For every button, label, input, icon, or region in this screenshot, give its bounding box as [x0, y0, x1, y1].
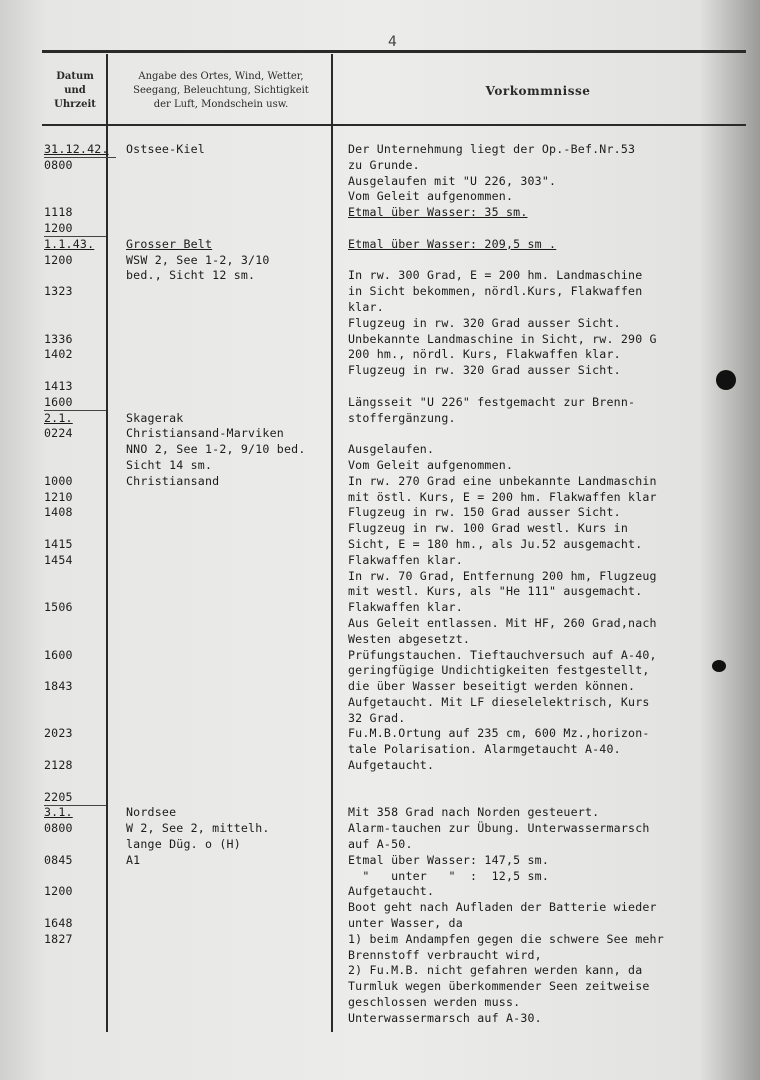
header-date-line: Datum	[56, 71, 94, 82]
time-entry: 0800	[44, 821, 73, 836]
event-line: Flugzeug in rw. 100 Grad westl. Kurs in	[348, 521, 629, 536]
place-entry: Nordsee	[126, 805, 177, 820]
header-place-column	[110, 70, 332, 112]
time-entry: 1336	[44, 331, 73, 346]
time-entry	[44, 774, 108, 790]
time-entry: 1200	[44, 220, 73, 235]
place-entry	[126, 158, 332, 174]
place-entry	[126, 221, 332, 237]
time-entry: 1200	[44, 884, 73, 899]
time-entry: 1200	[44, 252, 73, 267]
event-line: 32 Grad.	[348, 710, 406, 725]
event-line: Mit 358 Grad nach Norden gesteuert.	[348, 805, 600, 820]
event-line: Flugzeug in rw. 320 Grad ausser Sicht.	[348, 315, 621, 330]
place-entry	[126, 758, 332, 774]
event-line: in Sicht bekommen, nördl.Kurs, Flakwaffen	[348, 284, 643, 299]
event-line: In rw. 270 Grad eine unbekannte Landmaschin	[348, 473, 657, 488]
time-entry	[44, 695, 108, 711]
place-entry	[126, 379, 332, 395]
time-entry: 1843	[44, 679, 73, 694]
events-column	[348, 142, 752, 1027]
place-entry	[126, 742, 332, 758]
time-entry: 0800	[44, 157, 73, 172]
place-entry: Grosser Belt	[126, 236, 213, 251]
event-line: zu Grunde.	[348, 157, 420, 172]
time-entry: 1415	[44, 536, 73, 551]
time-entry: 31.12.42.	[44, 142, 109, 156]
event-line: mit östl. Kurs, E = 200 hm. Flakwaffen klar	[348, 489, 657, 504]
event-line	[348, 774, 752, 790]
place-entry	[126, 537, 332, 553]
event-line: Der Unternehmung liegt der Op.-Bef.Nr.53	[348, 142, 636, 156]
event-line: Längsseit "U 226" festgemacht zur Brenn-	[348, 394, 636, 409]
time-entry	[44, 569, 108, 585]
place-entry	[126, 332, 332, 348]
time-entry	[44, 442, 108, 458]
time-entry	[44, 268, 108, 284]
place-entry	[126, 300, 332, 316]
place-entry	[126, 774, 332, 790]
ink-spot	[716, 370, 736, 390]
place-entry	[126, 189, 332, 205]
event-line: Sicht, E = 180 hm., als Ju.52 ausgemacht.	[348, 536, 643, 551]
place-entry	[126, 648, 332, 664]
event-line: geringfügige Undichtigkeiten festgestellt,	[348, 663, 650, 678]
place-column	[126, 142, 332, 869]
date-separator-rule	[44, 410, 106, 411]
time-entry: 1600	[44, 647, 73, 662]
event-line: Flakwaffen klar.	[348, 600, 463, 615]
time-entry	[44, 837, 108, 853]
date-separator-rule	[44, 236, 106, 237]
event-line: Unterwassermarsch auf A-30.	[348, 1010, 542, 1025]
event-line: stoffergänzung.	[348, 410, 456, 425]
header-place-line: der Luft, Mondschein usw.	[153, 99, 289, 110]
event-line: Flakwaffen klar.	[348, 552, 463, 567]
time-entry: 1600	[44, 394, 73, 409]
place-entry	[126, 569, 332, 585]
place-entry	[126, 395, 332, 411]
time-entry: 1454	[44, 552, 73, 567]
place-entry	[126, 284, 332, 300]
time-entry	[44, 363, 108, 379]
place-entry: NNO 2, See 1-2, 9/10 bed.	[126, 442, 306, 457]
event-line: Alarm-tauchen zur Übung. Unterwassermarsch	[348, 821, 650, 836]
event-line: 1) beim Andampfen gegen die schwere See mehr	[348, 931, 664, 946]
time-entry: 1506	[44, 600, 73, 615]
place-entry: W 2, See 2, mittelh.	[126, 821, 270, 836]
place-entry: Ostsee-Kiel	[126, 142, 205, 156]
place-entry: Sicht 14 sm.	[126, 457, 213, 472]
event-line: Unbekannte Landmaschine in Sicht, rw. 290 G	[348, 331, 657, 346]
time-entry: 0845	[44, 852, 73, 867]
header-place-line: Angabe des Ortes, Wind, Wetter,	[138, 71, 304, 82]
top-rule	[42, 50, 746, 53]
header-date-line: Uhrzeit	[54, 99, 96, 110]
time-entry: 2.1.	[44, 410, 73, 425]
event-line: Flugzeug in rw. 150 Grad ausser Sicht.	[348, 505, 621, 520]
event-line: " unter " : 12,5 sm.	[348, 868, 550, 883]
event-line: Ausgelaufen mit "U 226, 303".	[348, 173, 557, 188]
event-line: Aufgetaucht. Mit LF dieselelektrisch, Kurs	[348, 694, 650, 709]
place-entry: lange Düg. o (H)	[126, 837, 241, 852]
event-line: Aufgetaucht.	[348, 884, 435, 899]
time-entry: 1210	[44, 489, 73, 504]
event-line: geschlossen werden muss.	[348, 995, 521, 1010]
event-line: 2) Fu.M.B. nicht gefahren werden kann, da	[348, 963, 643, 978]
time-entry	[44, 584, 108, 600]
time-entry: 2205	[44, 789, 73, 804]
event-line: Aufgetaucht.	[348, 758, 435, 773]
place-entry	[126, 726, 332, 742]
event-line: auf A-50.	[348, 837, 413, 852]
place-entry	[126, 174, 332, 190]
time-entry	[44, 900, 108, 916]
event-line: Flugzeug in rw. 320 Grad ausser Sicht.	[348, 363, 621, 378]
event-line: klar.	[348, 299, 384, 314]
place-entry	[126, 521, 332, 537]
place-entry	[126, 711, 332, 727]
time-entry: 0224	[44, 426, 73, 441]
place-entry: Christiansand	[126, 473, 220, 488]
time-column	[44, 142, 108, 948]
time-entry	[44, 616, 108, 632]
time-entry: 1323	[44, 284, 73, 299]
place-entry	[126, 632, 332, 648]
event-line	[348, 426, 752, 442]
event-line: Etmal über Wasser: 147,5 sm.	[348, 852, 550, 867]
time-entry: 1402	[44, 347, 73, 362]
event-line: Westen abgesetzt.	[348, 631, 471, 646]
event-line: Turmluk wegen überkommender Seen zeitweise	[348, 979, 650, 994]
event-line: die über Wasser beseitigt werden können.	[348, 679, 636, 694]
date-separator-rule	[44, 805, 106, 806]
time-entry: 1827	[44, 931, 73, 946]
header-place-line: Seegang, Beleuchtung, Sichtigkeit	[133, 85, 309, 96]
time-entry	[44, 632, 108, 648]
place-entry: Christiansand-Marviken	[126, 426, 284, 441]
header-date-column	[44, 70, 106, 112]
place-entry	[126, 695, 332, 711]
event-line: Vom Geleit aufgenommen.	[348, 189, 514, 204]
time-entry	[44, 869, 108, 885]
event-line: Etmal über Wasser: 209,5 sm .	[348, 236, 557, 251]
time-entry	[44, 521, 108, 537]
place-entry	[126, 553, 332, 569]
time-entry: 2023	[44, 726, 73, 741]
time-entry: 1000	[44, 473, 73, 488]
event-line: In rw. 300 Grad, E = 200 hm. Landmaschine	[348, 268, 643, 283]
place-entry: WSW 2, See 1-2, 3/10	[126, 252, 270, 267]
time-entry	[44, 300, 108, 316]
place-entry	[126, 584, 332, 600]
place-entry	[126, 790, 332, 806]
place-entry	[126, 363, 332, 379]
event-line: Prüfungstauchen. Tieftauchversuch auf A-40,	[348, 647, 657, 662]
event-line: mit westl. Kurs, als "He 111" ausgemacht.	[348, 584, 643, 599]
date-separator-rule	[44, 157, 116, 158]
time-entry: 3.1.	[44, 805, 73, 820]
event-line: Aus Geleit entlassen. Mit HF, 260 Grad,nach	[348, 615, 657, 630]
event-line	[348, 790, 752, 806]
place-entry	[126, 347, 332, 363]
event-line	[348, 221, 752, 237]
header-events-column: Vorkommnisse	[485, 84, 591, 98]
event-line: In rw. 70 Grad, Entfernung 200 hm, Flugzeug	[348, 568, 657, 583]
event-line: Brennstoff verbraucht wird,	[348, 947, 542, 962]
time-entry	[44, 742, 108, 758]
header-bottom-rule	[42, 124, 746, 126]
place-entry	[126, 679, 332, 695]
event-line: 200 hm., nördl. Kurs, Flakwaffen klar.	[348, 347, 621, 362]
event-line: Etmal über Wasser: 35 sm.	[348, 205, 528, 220]
place-entry: bed., Sicht 12 sm.	[126, 268, 256, 283]
place-entry	[126, 205, 332, 221]
time-entry	[44, 174, 108, 190]
event-line: unter Wasser, da	[348, 916, 463, 931]
page-number: 4	[388, 34, 397, 50]
event-line: Ausgelaufen.	[348, 442, 435, 457]
time-entry: 1408	[44, 505, 73, 520]
place-entry	[126, 490, 332, 506]
time-entry	[44, 316, 108, 332]
place-entry	[126, 600, 332, 616]
event-line: Vom Geleit aufgenommen.	[348, 457, 514, 472]
time-entry: 1413	[44, 378, 73, 393]
place-entry: Skagerak	[126, 410, 184, 425]
time-entry: 2128	[44, 758, 73, 773]
place-entry	[126, 316, 332, 332]
time-entry	[44, 663, 108, 679]
event-line: tale Polarisation. Alarmgetaucht A-40.	[348, 742, 621, 757]
place-entry	[126, 505, 332, 521]
time-entry	[44, 458, 108, 474]
time-entry: 1118	[44, 205, 73, 220]
place-entry: A1	[126, 852, 141, 867]
event-line: Boot geht nach Aufladen der Batterie wieder	[348, 900, 657, 915]
event-line	[348, 253, 752, 269]
time-entry: 1648	[44, 916, 73, 931]
place-entry	[126, 616, 332, 632]
time-entry: 1.1.43.	[44, 236, 95, 251]
place-entry	[126, 663, 332, 679]
event-line	[348, 379, 752, 395]
ink-spot	[712, 660, 726, 672]
time-entry	[44, 711, 108, 727]
header-date-line: und	[64, 85, 86, 96]
event-line: Fu.M.B.Ortung auf 235 cm, 600 Mz.,horizon-	[348, 726, 650, 741]
time-entry	[44, 189, 108, 205]
